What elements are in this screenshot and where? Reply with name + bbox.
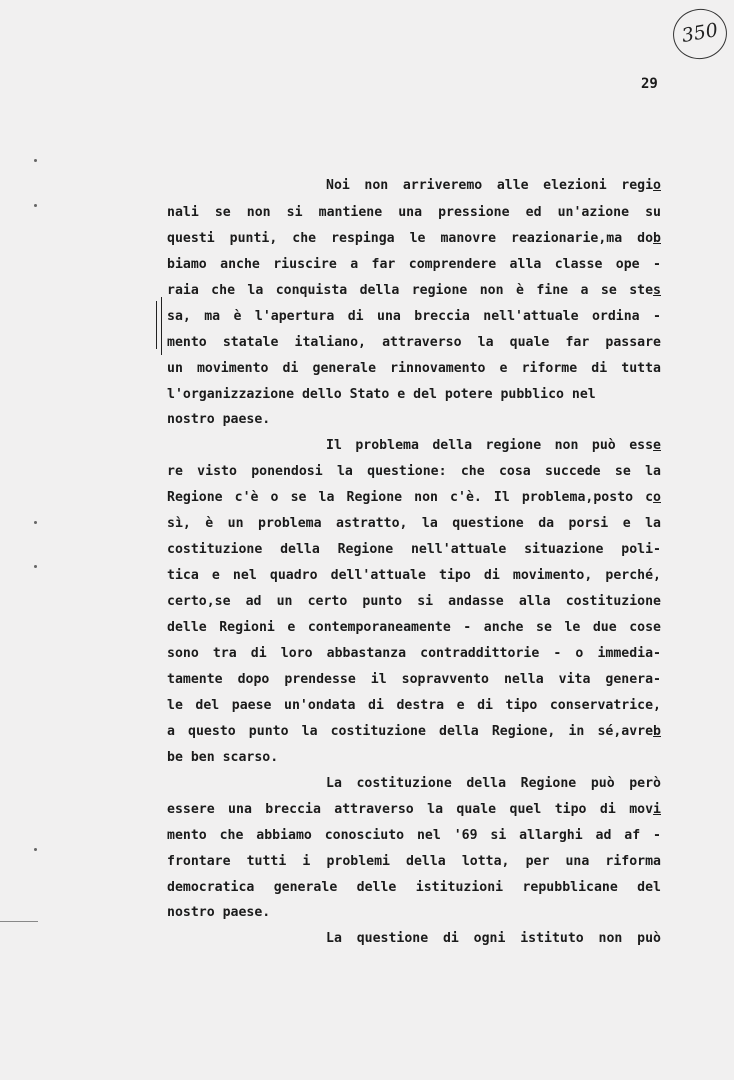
text-line: sì, è un problema astratto, la questione da porsi e la: [167, 516, 661, 531]
text-line: sa, ma è l'apertura di una breccia nell'attuale ordina -: [167, 309, 661, 324]
text-line: mento che abbiamo conosciuto nel '69 si allarghi ad af -: [167, 828, 661, 843]
text-line: La costituzione della Regione può però: [326, 776, 661, 791]
text-line: l'organizzazione dello Stato e del potere pubblico nel: [167, 387, 596, 402]
text-line: biamo anche riuscire a far comprendere alla classe ope -: [167, 257, 661, 272]
margin-mark: [161, 297, 166, 355]
text-line: Regione c'è o se la Regione non c'è. Il problema,posto co: [167, 490, 661, 505]
text-line: nostro paese.: [167, 905, 271, 920]
text-line: un movimento di generale rinnovamento e riforme di tutta: [167, 361, 661, 376]
text-line: sono tra di loro abbastanza contraddittorie - o immedia-: [167, 646, 661, 661]
scan-speck: [34, 204, 37, 207]
scan-speck: [34, 521, 37, 524]
text-line: certo,se ad un certo punto si andasse alla costituzione: [167, 594, 661, 609]
text-line: tica e nel quadro dell'attuale tipo di movimento, perché,: [167, 568, 661, 583]
text-line: La questione di ogni istituto non può: [326, 931, 661, 946]
scan-speck: [34, 565, 37, 568]
text-line: nali se non si mantiene una pressione ed un'azione su: [167, 205, 661, 220]
text-line: democratica generale delle istituzioni repubblicane del: [167, 880, 661, 895]
text-line: be ben scarso.: [167, 750, 279, 765]
text-line: Noi non arriveremo alle elezioni regio: [326, 178, 661, 193]
text-line: mento statale italiano, attraverso la quale far passare: [167, 335, 661, 350]
archive-number-stamp: 350: [669, 5, 731, 64]
text-line: raia che la conquista della regione non è fine a se stes: [167, 283, 661, 298]
text-line: Il problema della regione non può esse: [326, 438, 661, 453]
text-line: questi punti, che respinga le manovre reazionarie,ma dob: [167, 231, 661, 246]
text-line: nostro paese.: [167, 412, 271, 427]
scan-speck: [34, 848, 37, 851]
scan-speck: [34, 159, 37, 162]
text-line: re visto ponendosi la questione: che cosa succede se la: [167, 464, 661, 479]
text-line: costituzione della Regione nell'attuale situazione poli-: [167, 542, 661, 557]
text-line: tamente dopo prendesse il sopravvento nella vita genera-: [167, 672, 661, 687]
text-line: delle Regioni e contemporaneamente - anche se le due cose: [167, 620, 661, 635]
margin-rule: [0, 921, 38, 922]
text-line: a questo punto la costituzione della Regione, in sé,avreb: [167, 724, 661, 739]
text-line: essere una breccia attraverso la quale quel tipo di movi: [167, 802, 661, 817]
page-number: 29: [641, 76, 658, 92]
text-line: le del paese un'ondata di destra e di tipo conservatrice,: [167, 698, 661, 713]
text-line: frontare tutti i problemi della lotta, per una riforma: [167, 854, 661, 869]
